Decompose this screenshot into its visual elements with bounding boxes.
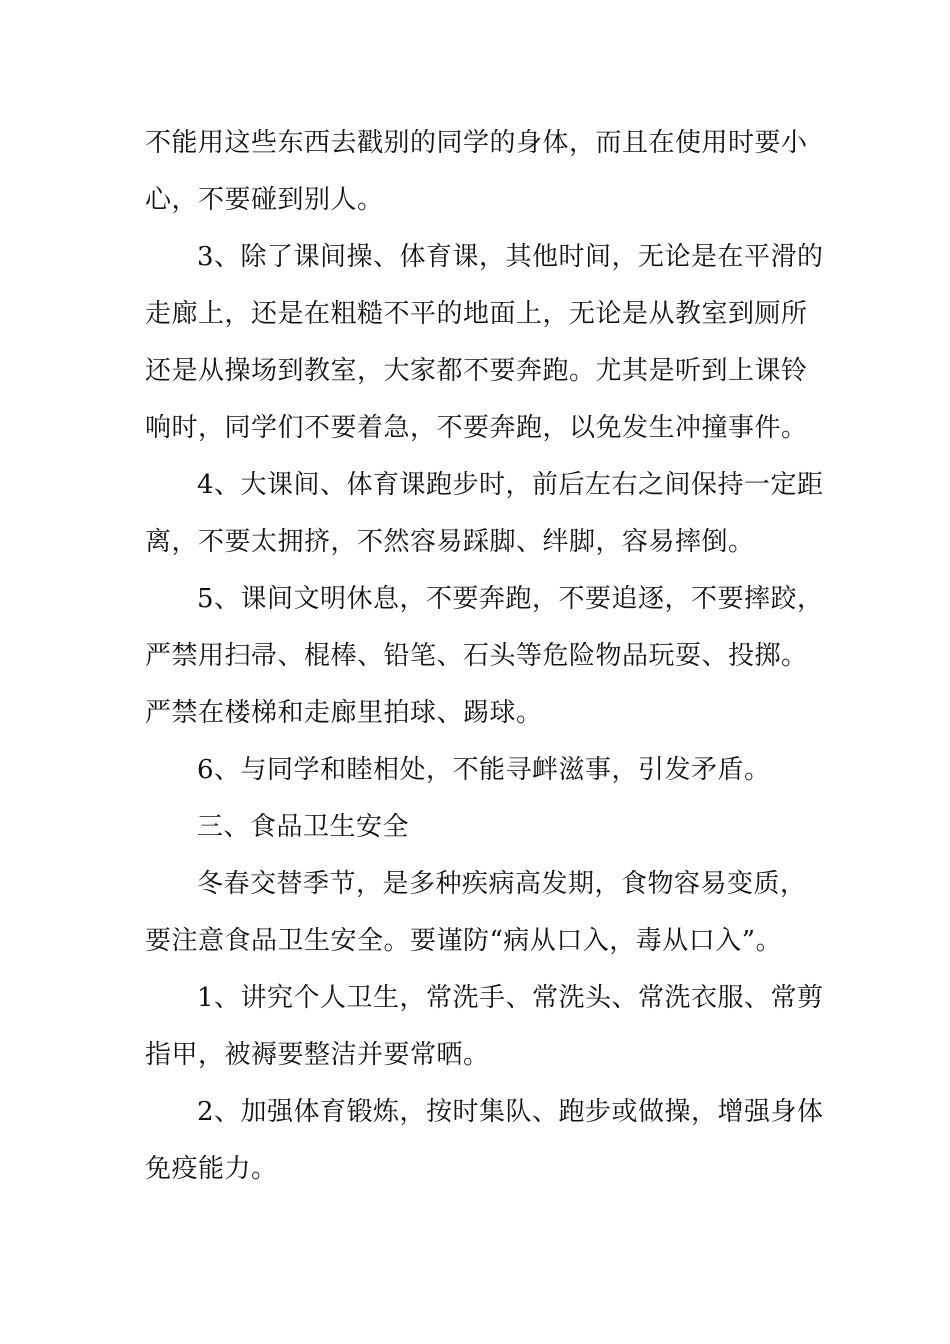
text-line: 3、除了课间操、体育课，其他时间，无论是在平滑的 — [197, 242, 824, 272]
text-line: 走廊上，还是在粗糙不平的地面上，无论是从教室到厕所 — [145, 299, 808, 329]
text-line: 要注意食品卫生安全。要谨防“病从口入，毒从口入”。 — [145, 926, 783, 956]
text-line: 严禁在楼梯和走廊里拍球、踢球。 — [145, 698, 543, 728]
text-line: 指甲，被褥要整洁并要常晒。 — [145, 1040, 490, 1070]
text-line: 1、讲究个人卫生，常洗手、常洗头、常洗衣服、常剪 — [197, 983, 824, 1013]
document-body — [145, 115, 825, 1198]
text-line: 还是从操场到教室，大家都不要奔跑。尤其是听到上课铃 — [145, 356, 808, 386]
text-line: 2、加强体育锻炼，按时集队、跑步或做操，增强身体 — [197, 1097, 824, 1127]
text-line: 4、大课间、体育课跑步时，前后左右之间保持一定距 — [197, 470, 824, 500]
text-line: 冬春交替季节，是多种疾病高发期，食物容易变质， — [197, 869, 807, 899]
text-line: 5、课间文明休息，不要奔跑，不要追逐，不要摔跤， — [197, 584, 824, 614]
text-line: 离，不要太拥挤，不然容易踩脚、绊脚，容易摔倒。 — [145, 527, 755, 557]
section-heading: 三、食品卫生安全 — [197, 812, 410, 842]
text-line: 心，不要碰到别人。 — [145, 185, 384, 215]
text-line: 免疫能力。 — [145, 1154, 278, 1184]
text-line: 不能用这些东西去戳别的同学的身体，而且在使用时要小 — [145, 128, 808, 158]
text-line: 响时，同学们不要着急，不要奔跑，以免发生冲撞事件。 — [145, 413, 808, 443]
text-line: 严禁用扫帚、棍棒、铅笔、石头等危险物品玩耍、投掷。 — [145, 641, 808, 671]
text-line: 6、与同学和睦相处，不能寻衅滋事，引发矛盾。 — [197, 755, 771, 785]
